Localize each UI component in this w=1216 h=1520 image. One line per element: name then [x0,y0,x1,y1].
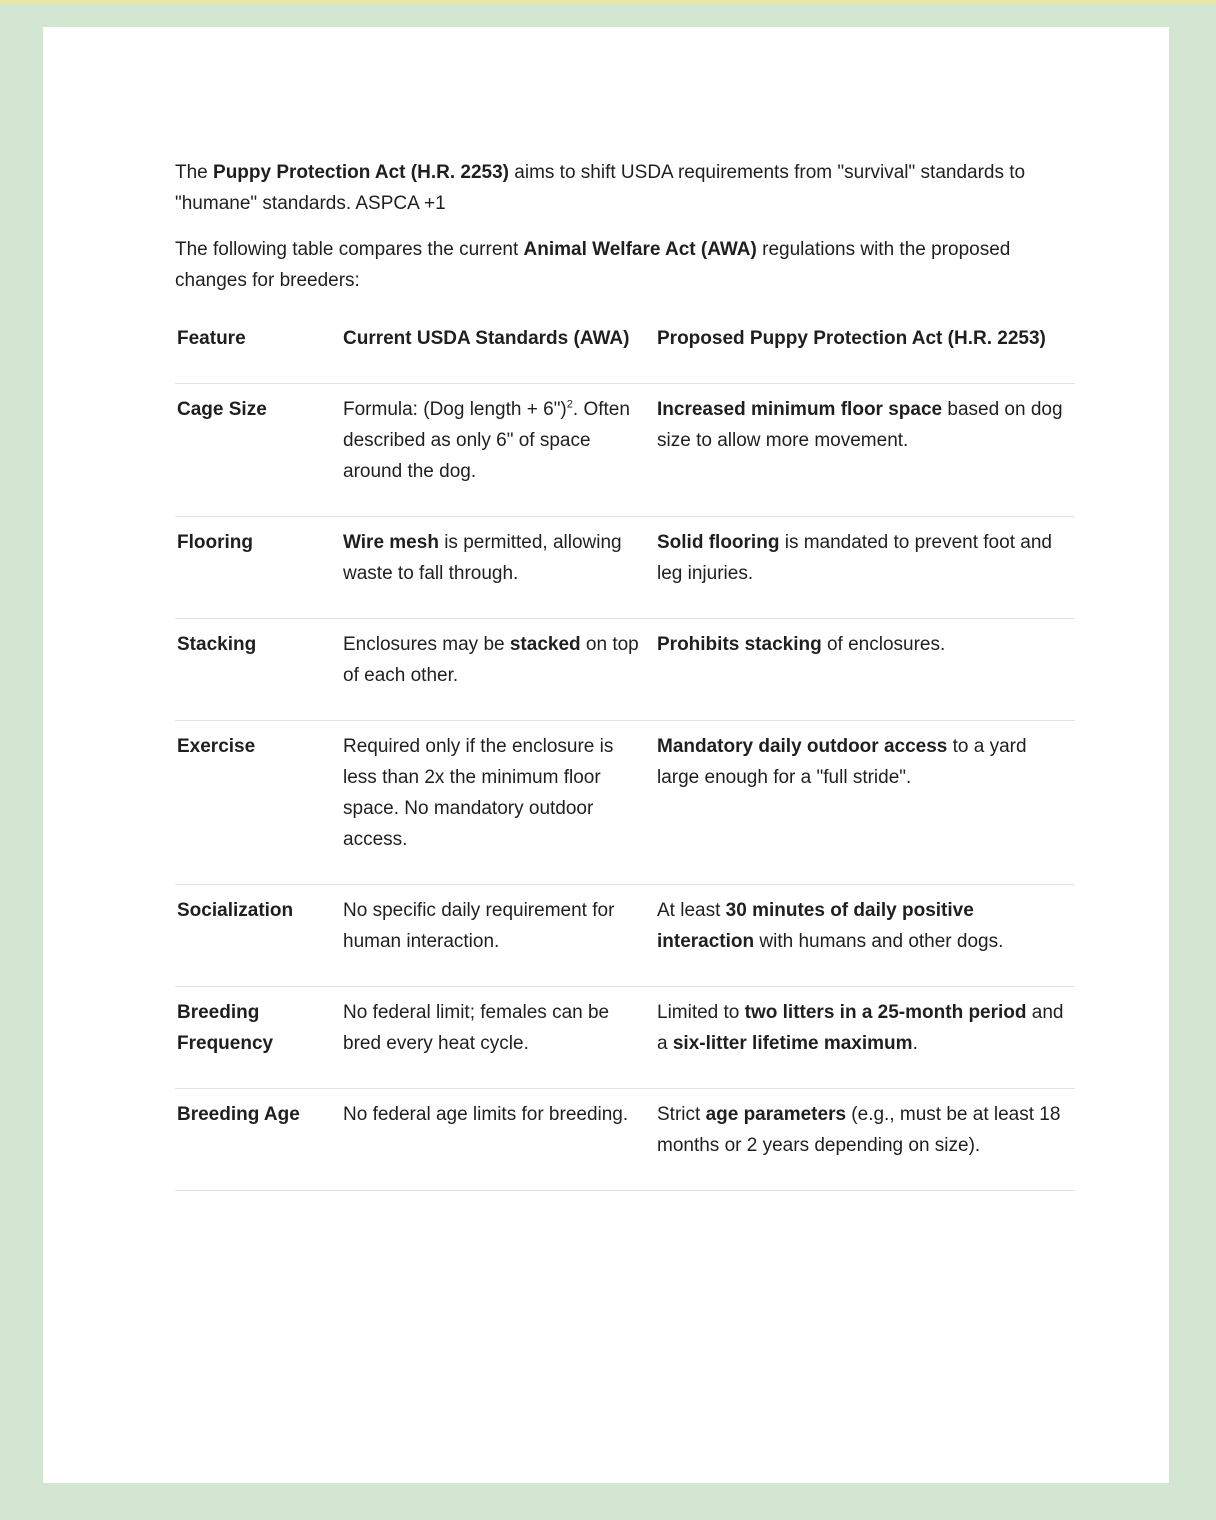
proposed-cell: Mandatory daily outdoor access to a yard large enough for a "full stride". [655,721,1075,885]
current-cell: No specific daily requirement for human interaction. [341,885,655,987]
current-cell: Enclosures may be stacked on top of each other. [341,619,655,721]
feature-cell: Breeding Frequency [175,987,341,1089]
current-cell: Formula: (Dog length + 6")$^2$. Often described as only 6" of space around the dog. [341,384,655,517]
current-cell: Wire mesh is permitted, allowing waste to fall through. [341,517,655,619]
proposed-cell: At least 30 minutes of daily positive interaction with humans and other dogs. [655,885,1075,987]
current-cell: Required only if the enclosure is less than 2x the minimum floor space. No mandatory outdoor access. [341,721,655,885]
header-feature: Feature [175,313,341,384]
header-proposed: Proposed Puppy Protection Act (H.R. 2253) [655,313,1075,384]
current-cell: No federal age limits for breeding. [341,1089,655,1191]
document-content [175,157,1075,1191]
table-header-row [175,313,1075,384]
feature-cell: Breeding Age [175,1089,341,1191]
feature-cell: Flooring [175,517,341,619]
proposed-cell: Increased minimum floor space based on dog size to allow more movement. [655,384,1075,517]
table-row [175,1089,1075,1191]
proposed-cell: Solid flooring is mandated to prevent foot and leg injuries. [655,517,1075,619]
header-current: Current USDA Standards (AWA) [341,313,655,384]
current-cell: No federal limit; females can be bred every heat cycle. [341,987,655,1089]
proposed-cell: Strict age parameters (e.g., must be at least 18 months or 2 years depending on size). [655,1089,1075,1191]
top-accent-line [0,0,1216,4]
feature-cell: Socialization [175,885,341,987]
intro-paragraph: The Puppy Protection Act (H.R. 2253) aims to shift USDA requirements from "survival" standards to "humane" standards. ASPCA +1 [175,162,1026,214]
table-row [175,987,1075,1089]
table-row [175,619,1075,721]
awa-name: Animal Welfare Act (AWA) [523,239,757,260]
proposed-cell: Limited to two litters in a 25-month period and a six-litter lifetime maximum. [655,987,1075,1089]
act-name: Puppy Protection Act (H.R. 2253) [213,162,509,183]
table-row [175,885,1075,987]
table-row [175,721,1075,885]
lead-paragraph: The following table compares the current Animal Welfare Act (AWA) regulations with the proposed changes for breeders: [175,239,1011,291]
feature-cell: Stacking [175,619,341,721]
table-row [175,384,1075,517]
document-page [43,27,1169,1483]
comparison-table [175,313,1075,1191]
table-row [175,517,1075,619]
feature-cell: Exercise [175,721,341,885]
feature-cell: Cage Size [175,384,341,517]
proposed-cell: Prohibits stacking of enclosures. [655,619,1075,721]
